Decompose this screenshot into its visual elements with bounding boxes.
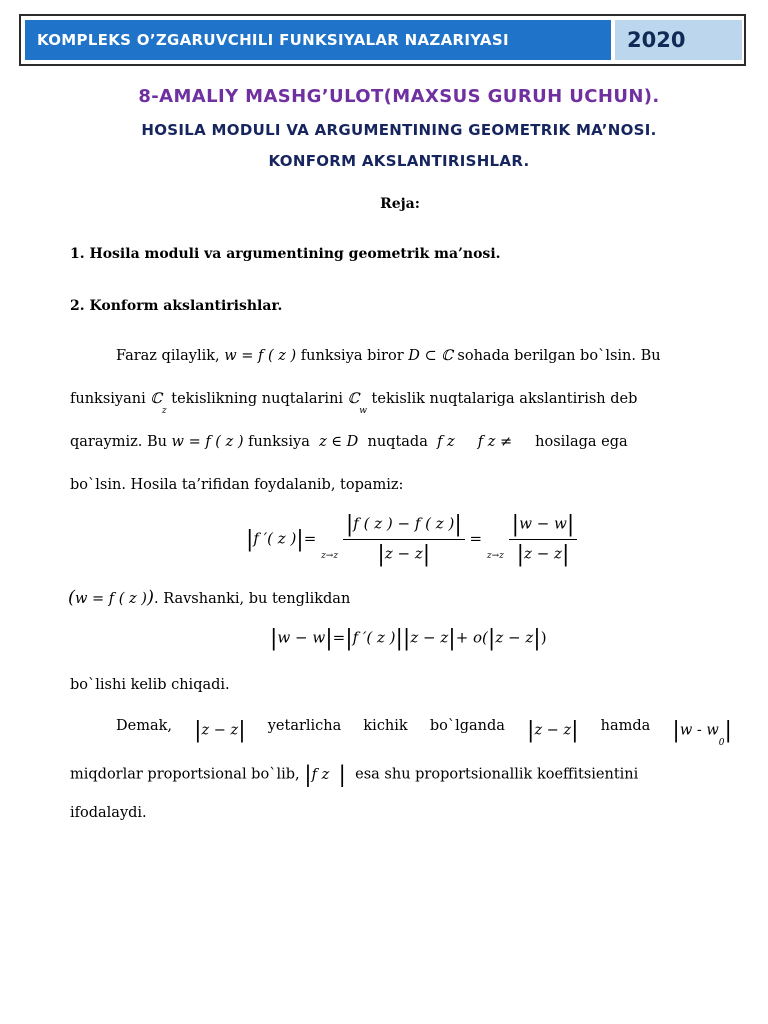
plan-item-2: 2. Konform akslantirishlar. [70, 298, 283, 314]
paragraph-line [70, 718, 732, 748]
text-run: funksiyani [70, 391, 146, 407]
fraction [343, 512, 465, 567]
math-inline: |f z | [304, 762, 346, 787]
math-inline: w = f ( z ) [75, 591, 147, 607]
math-subscript: z [161, 406, 167, 416]
math-inline: z − z [410, 628, 449, 647]
math-inline: z − z [495, 628, 534, 647]
fraction [509, 512, 578, 567]
text-run: yetarlicha [267, 718, 342, 734]
paragraph-line [70, 348, 768, 364]
text-run: hamda [600, 718, 651, 734]
math-inline: |z − z| [194, 718, 246, 743]
text-run: tekislik nuqtalariga akslantirish deb [371, 391, 638, 407]
paragraph-line [70, 391, 732, 416]
paragraph-line: bo`lishi kelib chiqadi. [70, 677, 230, 693]
text-run: miqdorlar proportsional bo`lib, [70, 766, 300, 783]
math-inline: z ∈ D [319, 434, 359, 450]
paragraph-line: (w = f ( z )). Ravshanki, bu tenglikdan [68, 587, 351, 608]
course-title: KOMPLEKS O’ZGARUVCHILI FUNKSIYALAR NAZARIYASI [25, 20, 611, 60]
text-run: tekislikning nuqtalarini [171, 391, 344, 407]
math-inline: w − w [277, 628, 326, 647]
math-inline: D ⊂ ℂ [408, 348, 453, 364]
paragraph-line: ifodalaydi. [70, 805, 147, 821]
limit-subscript: z→z [486, 550, 504, 561]
text-run: funksiya [248, 434, 310, 450]
text-run: Faraz qilaylik, [116, 348, 220, 364]
math-inline: f ′( z ) [352, 628, 396, 647]
year-badge: 2020 [615, 20, 742, 60]
lesson-subtitle-2: KONFORM AKSLANTIRISHLAR. [268, 152, 530, 170]
math-inline: |z − z| [527, 718, 579, 743]
text-run: . Ravshanki, bu tenglikdan [154, 591, 351, 607]
text-run: sohada berilgan bo`lsin. Bu [457, 348, 661, 364]
text-run: esa shu proportsionallik koeffitsientini [355, 766, 639, 783]
paragraph-line: bo`lsin. Hosila ta’rifidan foydalanib, topamiz: [70, 477, 404, 493]
math-inline: f z ≠ [477, 434, 513, 450]
text-run: kichik [363, 718, 408, 734]
math-inline: f ′( z ) [253, 529, 297, 548]
header-banner [19, 14, 746, 66]
paragraph-line [70, 762, 732, 787]
text-run: hosilaga ega [535, 434, 628, 450]
fraction-numerator: |w − w| [509, 512, 578, 540]
math-inline: w = f ( z ) [224, 348, 297, 364]
text-run: Demak, [116, 718, 172, 734]
text-run: funksiya biror [300, 348, 404, 364]
text-run: bo`lganda [429, 718, 505, 734]
math-inline: $|w - w_0|$ [672, 718, 732, 748]
increment-formula: |w − w|=|f ′( z )||z − z|+ o(|z − z|) [270, 626, 547, 651]
math-inline: f z [437, 434, 455, 450]
limit-subscript: z→z [321, 550, 339, 561]
lesson-subtitle-1: HOSILA MODULI VA ARGUMENTINING GEOMETRIK MA’NOSI. [141, 121, 657, 139]
plan-item-1: 1. Hosila moduli va argumentining geometrik ma’nosi. [70, 246, 501, 262]
math-inline: ℂ [150, 391, 162, 407]
lesson-title: 8-AMALIY MASHG’ULOT(MAXSUS GURUH UCHUN). [138, 86, 660, 107]
fraction-denominator: |z − z| [516, 542, 570, 567]
text-run: nuqtada [367, 434, 428, 450]
fraction-numerator: |f ( z ) − f ( z )| [343, 512, 465, 540]
text-run: qaraymiz. Bu [70, 434, 167, 450]
math-inline: + o( [455, 628, 488, 647]
math-subscript: w [359, 406, 367, 416]
paragraph-line [70, 434, 732, 450]
math-inline: ℂ [347, 391, 360, 407]
derivative-modulus-formula: |f ′( z )|= $_{z\to z}$ $\frac{|f ( z ) - f ( z )|}{|z - z|}$ = $_{z\to z}$ $\frac{|w - w|}{|z - z|}$ [246, 512, 577, 567]
fraction-denominator: |z − z| [377, 542, 431, 567]
math-inline: w = f ( z ) [171, 434, 244, 450]
plan-heading: Reja: [380, 196, 420, 212]
